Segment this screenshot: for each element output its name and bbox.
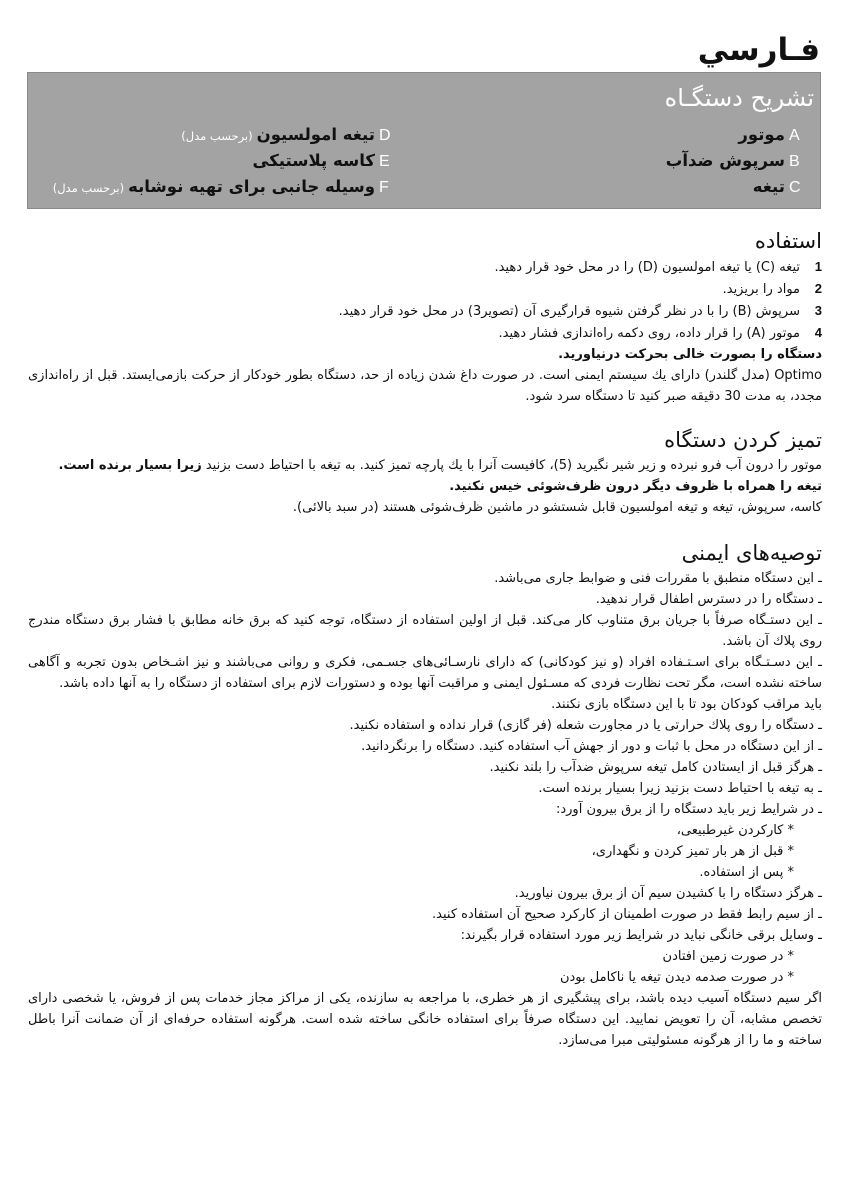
part-letter: C <box>789 179 801 196</box>
step-text: تیغه (C) یا تیغه امولسیون (D) را در محل خود قرار دهید. <box>494 260 800 275</box>
cleaning-title: تمیز کردن دستگاه <box>664 428 822 452</box>
step-text: مواد را بریزید. <box>722 282 800 297</box>
safety-item: ـ این دستگاه منطبق با مقررات فنی و ضوابط جاری می‌باشد. <box>494 571 822 586</box>
part-name: کاسه پلاستیکی <box>252 151 375 170</box>
part-item <box>30 122 405 148</box>
part-letter: D <box>379 127 391 144</box>
parts-list-left <box>30 122 405 200</box>
step-text: سرپوش (B) را با در نظر گرفتن شیوه قرارگیری آن (تصویر3) در محل خود قرار دهید. <box>338 304 800 319</box>
part-model-note: (برحسب مدل) <box>181 129 253 143</box>
cleaning-text-plain: موتور را درون آب فرو نبرده و زیر شیر نگیرید (5)، كافیست آنرا با یك پارچه تمیز كنید. به تیغه با احتیاط دست بزنید <box>205 458 822 473</box>
usage-step <box>28 256 822 278</box>
safety-item: ـ این دستـگاه صرفاً با جریان برق متناوب كار می‌كند. قبل از اولین استفاده از دستگاه، توجه كنید كه برق خانه مطابق با فشار برق دستگاه مندرج روی پلاك آن باشد. <box>28 613 822 649</box>
safety-item: ـ از سیم رابط فقط در صورت اطمینان از كاركرد صحیح آن استفاده كنید. <box>432 907 822 922</box>
no-use-condition: * در صورت زمین افتادن <box>662 949 794 964</box>
usage-step <box>28 322 822 344</box>
part-item <box>485 122 815 148</box>
part-letter: B <box>789 153 800 170</box>
part-name: تیغه امولسیون <box>256 125 375 144</box>
cleaning-section <box>28 425 822 518</box>
unplug-condition: * كاركردن غیرطبیعی، <box>676 823 794 838</box>
safety-item: ـ از این دستگاه در محل با ثبات و دور از جهش آب استفاده كنید. دستگاه را برنگردانید. <box>361 739 822 754</box>
part-item <box>30 174 405 200</box>
usage-steps <box>28 256 822 344</box>
step-text: موتور (A) را قرار داده، روی دکمه راه‌اندازی فشار دهید. <box>498 326 800 341</box>
cleaning-text-bold: زیرا بسیار برنده است. <box>58 458 202 473</box>
no-use-condition: * در صورت صدمه دیدن تیغه یا ناكامل بودن <box>559 970 794 985</box>
safety-item: ـ هرگز دستگاه را با كشیدن سیم آن از برق بیرون نیاورید. <box>514 886 822 901</box>
safety-item: ـ این دسـتـگاه برای اسـتـفاده افراد (و نیز کودکانی) که دارای نارسـائی‌های جسـمی، فکری و روانی می‌باشند و نیز اشـخاص بدون تجربه و آگاهی ساخته نشده است، مگر تحت نظارت فردی که مسـئول ایمنی و مراقبت آنها بوده و دستورات لازم برای استفاده از دستگاه را به آنها داده باشد. <box>28 655 822 691</box>
safety-section <box>28 538 822 1051</box>
part-item <box>30 148 405 174</box>
safety-item: باید مراقب کودکان بود تا با این دستگاه بازی نکنند. <box>551 697 822 712</box>
safety-item: ـ دستگاه را روی پلاك حرارتی یا در مجاورت شعله (فر گازی) قرار نداده و استفاده نكنید. <box>349 718 822 733</box>
part-model-note: (برحسب مدل) <box>52 181 125 195</box>
parts-list-right <box>485 122 815 200</box>
unplug-condition: * قبل از هر بار تمیز كردن و نگهداری، <box>591 844 794 859</box>
usage-step <box>28 278 822 300</box>
safety-list <box>28 568 822 988</box>
description-title: تشریح دستگـاه <box>664 84 814 112</box>
usage-section <box>28 226 822 407</box>
part-name: موتور <box>738 125 785 144</box>
safety-item: ـ به تیغه با احتیاط دست بزنید زیرا بسیار برنده است. <box>538 781 822 796</box>
usage-safety-note: Optimo (مدل گلندر) دارای یك سیستم ایمنی است. در صورت داغ شدن زیاده از حد، دستگاه بطور خودكار از حركت بازمی‌ایستد. قبل از راه‌اندازی مجدد، به مدت 30 دقیقه صبر كنید تا دستگاه سرد شود. <box>28 368 822 404</box>
safety-item: ـ دستگاه را در دسترس اطفال قرار ندهید. <box>595 592 822 607</box>
part-name: سرپوش ضدآب <box>665 151 785 170</box>
cleaning-text <box>28 455 822 476</box>
step-number: 4 <box>814 325 822 340</box>
step-number: 1 <box>814 259 822 274</box>
step-number: 2 <box>814 281 822 296</box>
language-heading: فـارسي <box>697 32 820 68</box>
safety-item: ـ در شرایط زیر باید دستگاه را از برق بیرون آورد: <box>555 802 822 817</box>
part-letter: F <box>379 179 389 196</box>
part-name: وسیله جانبی برای تهیه نوشابه <box>128 177 375 196</box>
safety-item: ـ وسایل برقی خانگی نباید در شرایط زیر مورد استفاده قرار بگیرند: <box>460 928 822 943</box>
part-item <box>485 174 815 200</box>
part-item <box>485 148 815 174</box>
part-letter: E <box>379 153 390 170</box>
safety-item: ـ هرگز قبل از ایستادن كامل تیغه سرپوش ضدآب را بلند نكنید. <box>489 760 822 775</box>
cleaning-dishwasher-note: كاسه، سرپوش، تیغه و تیغه امولسیون قابل شستشو در ماشین ظرف‌شوئی هستند (در سبد بالائی). <box>292 500 822 515</box>
part-letter: A <box>789 127 800 144</box>
cleaning-dishwasher-warning: تیغه را همراه با ظروف دیگر درون ظرف‌شوئی خیس نكنید. <box>449 479 822 494</box>
usage-title: استفاده <box>754 229 822 253</box>
usage-warning: دستگاه را بصورت خالی بحرکت درنیاورید. <box>558 347 822 362</box>
safety-title: توصیه‌های ایمنی <box>681 541 822 565</box>
usage-step <box>28 300 822 322</box>
part-name: تیغه <box>752 177 785 196</box>
description-box <box>27 72 821 209</box>
warranty-note: اگر سیم دستگاه آسیب دیده باشد، برای پیشگیری از هر خطری، با مراجعه به سازنده، یكی از مراكز مجاز خدمات پس از فروش، یا شخصی دارای تخصص مشابه، آن را تعویض نمایید. این دستگاه صرفاً برای استفاده خانگی ساخته شده است. هرگونه استفاده حرفه‌ای از آن ضمانت آنرا باطل ساخته و ما را از هرگونه مسئولیتی مبرا می‌سازد. <box>28 991 822 1048</box>
step-number: 3 <box>814 303 822 318</box>
unplug-condition: * پس از استفاده. <box>699 865 794 880</box>
